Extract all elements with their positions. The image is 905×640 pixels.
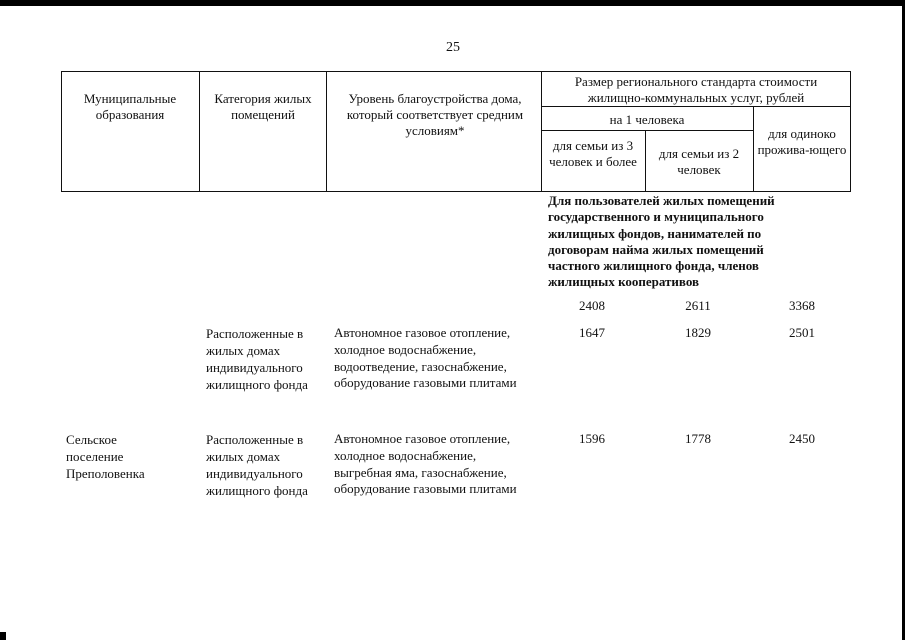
page-number: 25 <box>446 40 460 55</box>
row3-municipality: Сельское поселение Преполовенка <box>66 432 145 481</box>
scan-mark <box>0 632 6 640</box>
header-family2: для семьи из 2 человек <box>658 146 740 177</box>
row3-category: Расположенные в жилых домах индивидуального жилищного фонда <box>206 432 308 498</box>
header-municipality: Муниципальные образования <box>83 91 177 122</box>
row1-family3: 2408 <box>579 298 605 313</box>
header-comfort: Уровень благоустройства дома, который соответствует средним условиям* <box>346 91 524 138</box>
header-per-person: на 1 человека <box>609 112 685 127</box>
header-single: для одиноко проживa-ющего <box>757 126 847 157</box>
row2-single: 2501 <box>789 325 815 340</box>
row1-family2: 2611 <box>685 298 711 313</box>
row3-single: 2450 <box>789 431 815 446</box>
section-note: Для пользователей жилых помещений государственного и муниципального жилищных фондов, нанимателей по договорам найма жилых помещений частного жилищного фонда, членов жилищных кооперативов <box>548 193 775 290</box>
row2-category: Расположенные в жилых домах индивидуального жилищного фонда <box>206 326 308 392</box>
header-family3: для семьи из 3 человек и более <box>549 138 637 169</box>
scan-border-top <box>0 0 905 6</box>
row2-family3: 1647 <box>579 325 605 340</box>
row3-family2: 1778 <box>685 431 711 446</box>
row1-single: 3368 <box>789 298 815 313</box>
header-standard: Размер регионального стандарта стоимости жилищно-коммунальных услуг, рублей <box>574 74 818 105</box>
row3-comfort: Автономное газовое отопление, холодное водоснабжение, выгребная яма, газоснабжение, оборудование газовыми плитами <box>334 431 517 497</box>
row2-family2: 1829 <box>685 325 711 340</box>
row3-family3: 1596 <box>579 431 605 446</box>
header-category: Категория жилых помещений <box>214 91 312 122</box>
row2-comfort: Автономное газовое отопление, холодное водоснабжение, водоотведение, газоснабжение, оборудование газовыми плитами <box>334 325 517 391</box>
